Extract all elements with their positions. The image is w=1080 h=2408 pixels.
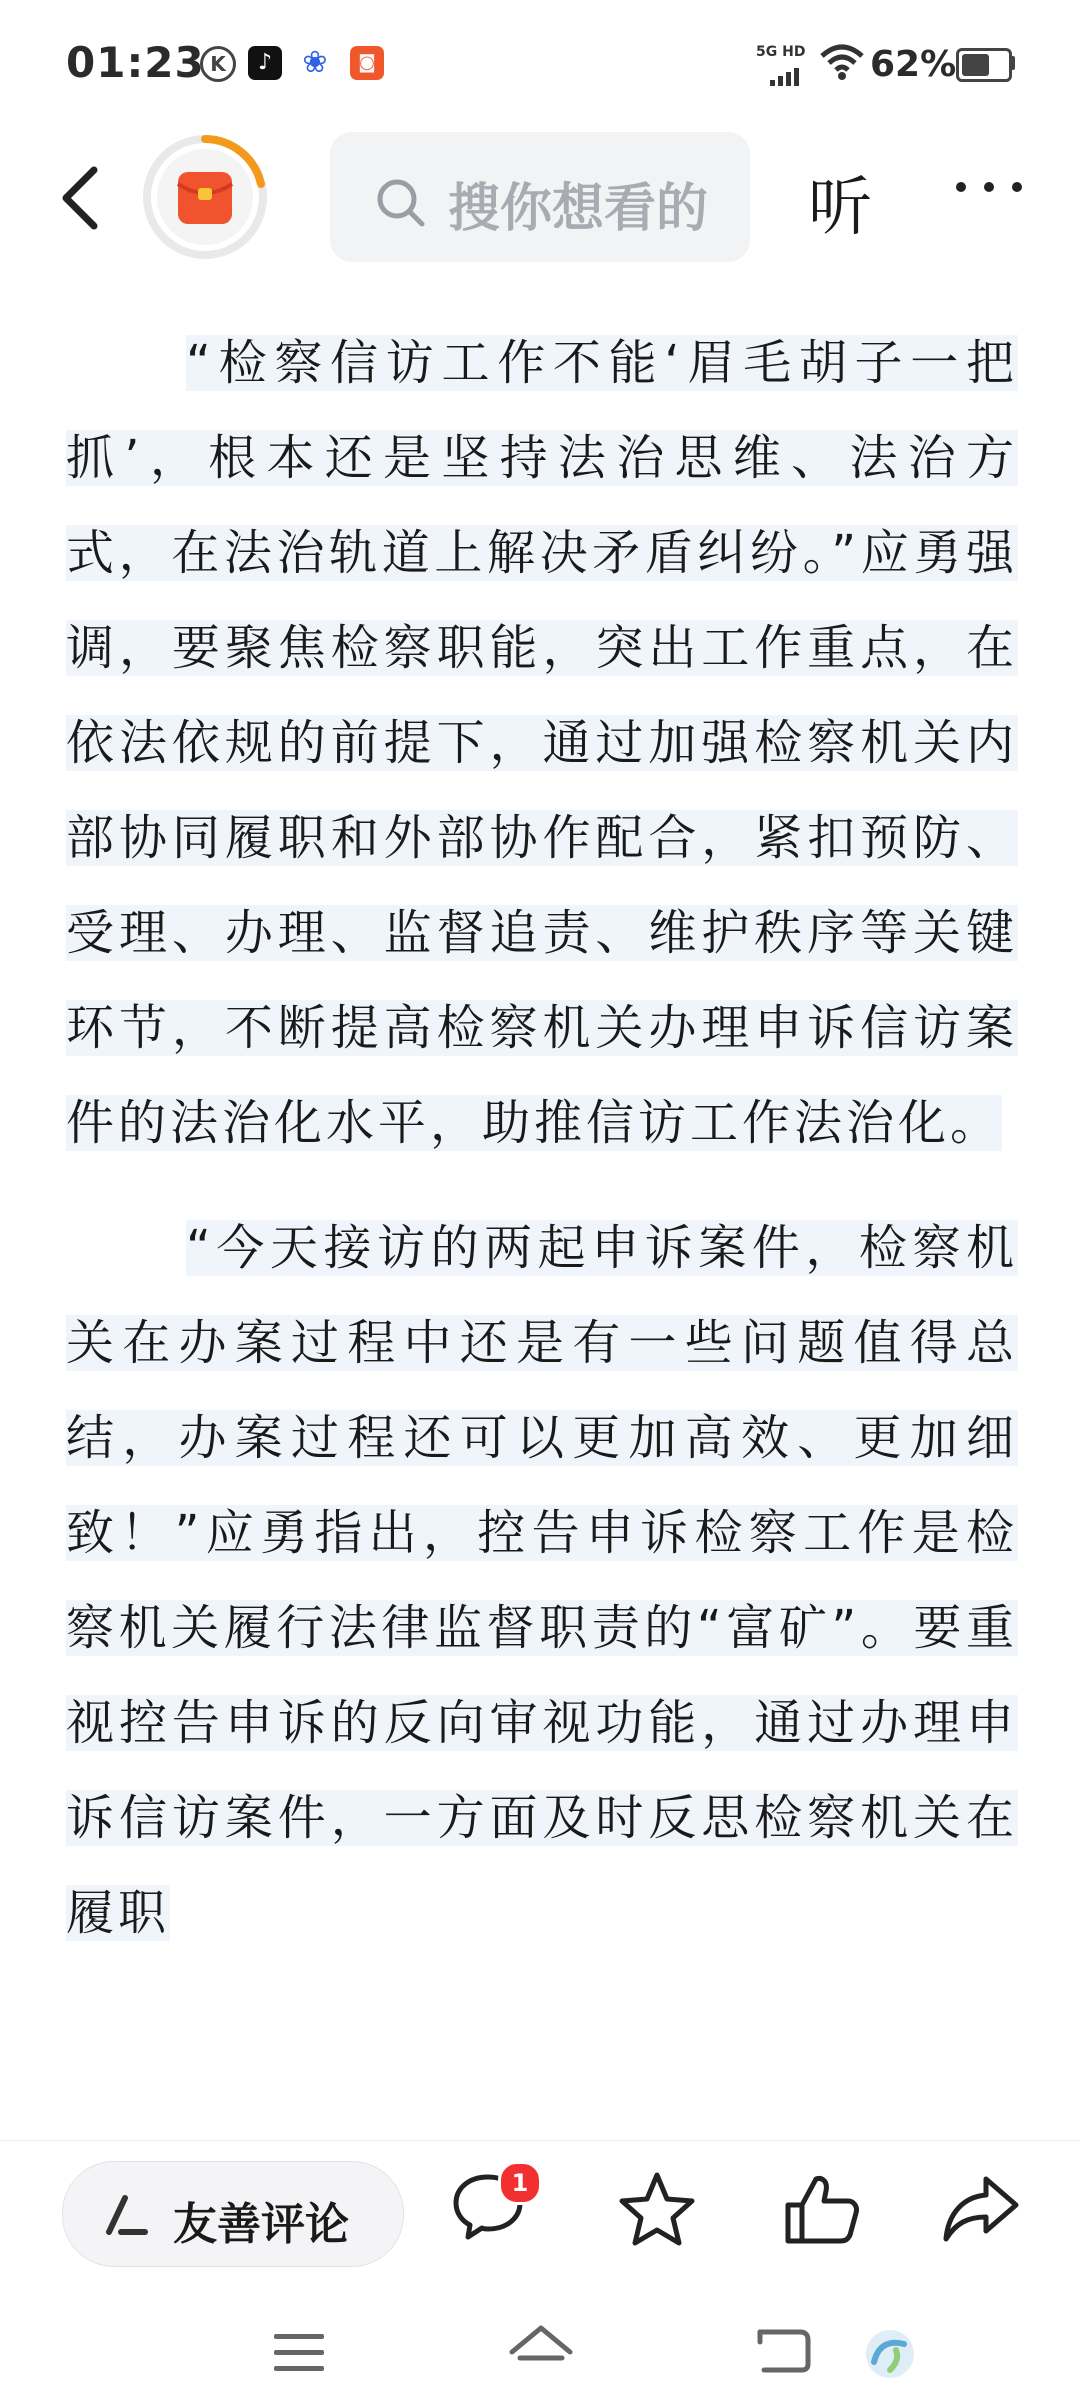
top-nav-bar bbox=[0, 128, 1080, 268]
search-bar[interactable] bbox=[330, 132, 750, 262]
wifi-icon bbox=[820, 44, 864, 80]
share-icon[interactable] bbox=[936, 2165, 1026, 2255]
red-packet-reward-button[interactable] bbox=[140, 132, 270, 262]
battery-icon bbox=[956, 48, 1012, 82]
pen-icon bbox=[101, 2190, 151, 2240]
search-icon bbox=[374, 176, 428, 230]
battery-tip bbox=[1011, 56, 1015, 70]
search-placeholder: 搜你想看的 bbox=[448, 179, 709, 239]
k-icon: K bbox=[200, 46, 236, 82]
battery-level-fill bbox=[962, 54, 989, 76]
friendly-comment-button[interactable] bbox=[62, 2161, 404, 2267]
comments-button[interactable] bbox=[448, 2165, 538, 2255]
article-paragraph bbox=[66, 316, 1018, 1171]
status-bar bbox=[0, 0, 1080, 120]
assistant-orb-icon[interactable] bbox=[860, 2324, 920, 2384]
home-icon[interactable] bbox=[506, 2322, 576, 2378]
signal-icon bbox=[770, 66, 806, 86]
menu-icon[interactable] bbox=[272, 2330, 328, 2376]
favorite-star-icon[interactable] bbox=[612, 2165, 702, 2255]
system-navigation-bar bbox=[0, 2300, 1080, 2408]
paragraph-text: “检察信访工作不能‘眉毛胡子一把抓’，根本还是坚持法治思维、法治方式，在法治轨道上解决矛盾纠纷。”应勇强调，要聚焦检察职能，突出工作重点，在依法依规的前提下，通过加强检察机关内部协同履职和外部协作配合，紧扣预防、受理、办理、监督追责、维护秩序等关键环节，不断提高检察机关办理申诉信访案件的法治化水平，助推信访工作法治化。 bbox=[66, 335, 1018, 1151]
battery-percent: 62% bbox=[870, 44, 957, 85]
tiktok-icon: ♪ bbox=[248, 46, 282, 80]
like-thumb-icon[interactable] bbox=[776, 2165, 866, 2255]
bottom-action-bar bbox=[0, 2140, 1080, 2291]
baidu-paw-icon: ❀ bbox=[302, 45, 328, 80]
status-time: 01:23 bbox=[66, 38, 205, 87]
comment-label: 友善评论 bbox=[173, 2199, 349, 2250]
back-icon[interactable] bbox=[50, 158, 110, 238]
article-paragraph bbox=[66, 1201, 1018, 1961]
paragraph-text: “今天接访的两起申诉案件，检察机关在办案过程中还是有一些问题值得总结，办案过程还可以更加高效、更加细致！”应勇指出，控告申诉检察工作是检察机关履行法律监督职责的“富矿”。要重视控告申诉的反向审视功能，通过办理申诉信访案件，一方面及时反思检察机关在履职 bbox=[66, 1220, 1018, 1941]
comment-count-badge: 1 bbox=[498, 2161, 542, 2205]
more-options-icon[interactable] bbox=[956, 176, 1026, 196]
back-nav-icon[interactable] bbox=[752, 2324, 816, 2380]
article-body bbox=[66, 316, 1018, 1961]
listen-button[interactable]: 听 bbox=[808, 171, 872, 245]
network-type: 5G HD bbox=[756, 44, 806, 60]
app-icon: ◙ bbox=[350, 46, 384, 80]
